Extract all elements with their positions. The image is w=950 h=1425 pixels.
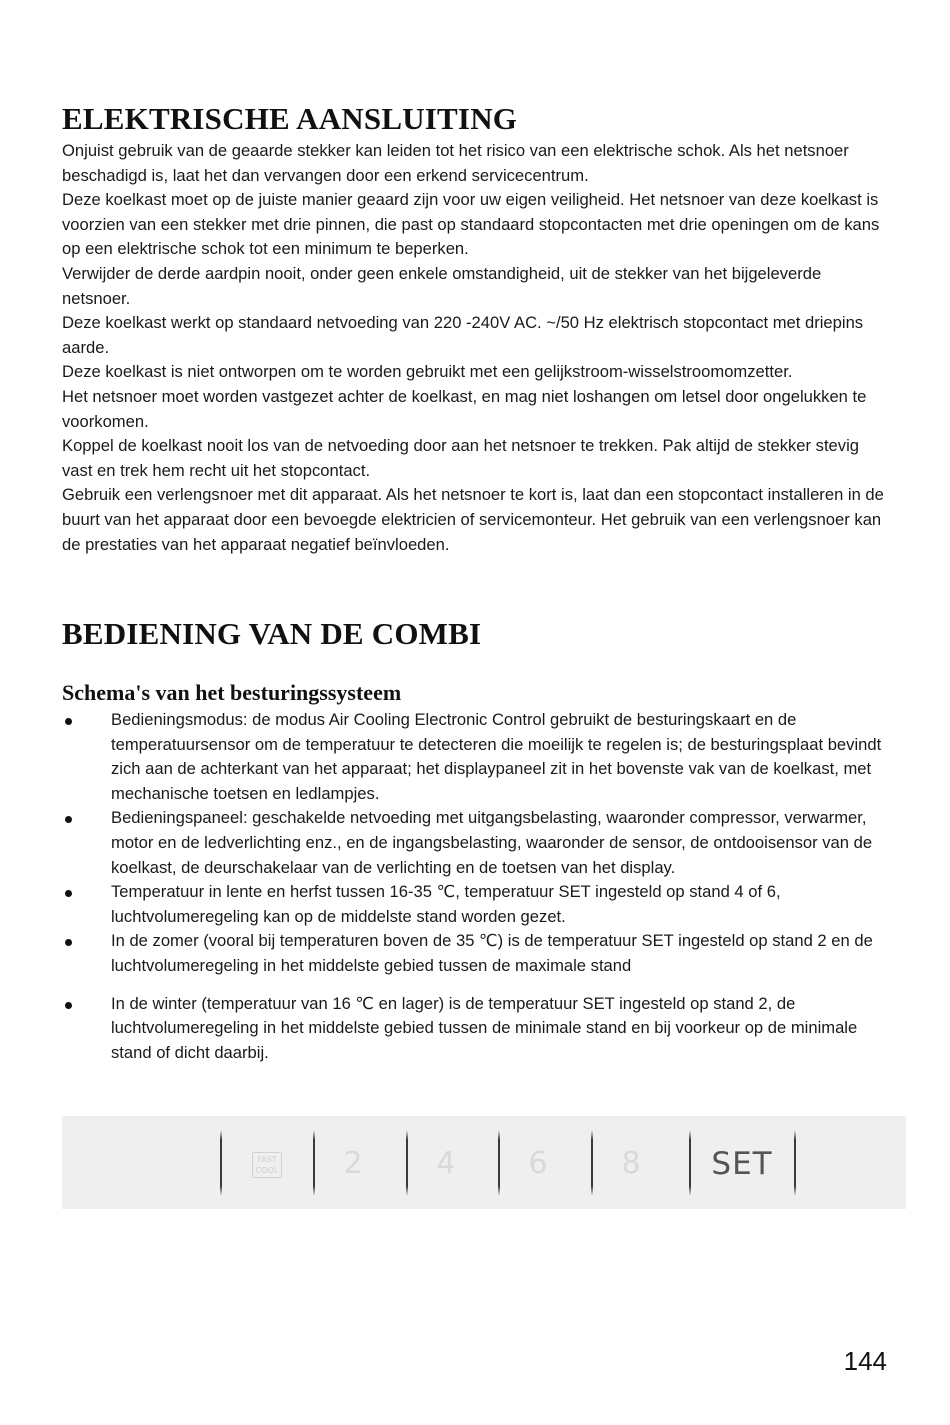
subsection-title: Schema's van het besturingssysteem [62, 680, 402, 705]
cool-label: COOL [255, 1166, 279, 1175]
panel-key-2: 2 [343, 1146, 363, 1181]
paragraph: Onjuist gebruik van de geaarde stekker kan leiden tot het risico van een elektrische schok. Als het netsnoer beschadigd is, laat het dan vervangen door een erkend servicecentrum. [62, 141, 849, 185]
list-item [62, 992, 888, 1066]
section-title-electrical: ELEKTRISCHE AANSLUITING [62, 101, 518, 136]
panel-key-8: 8 [621, 1146, 641, 1181]
section-title-operation: BEDIENING VAN DE COMBI [62, 616, 482, 651]
paragraph: Deze koelkast moet op de juiste manier geaard zijn voor uw eigen veiligheid. Het netsnoer van deze koelkast is voorzien van een stekker met drie pinnen, die past op standaard stopcontacten met drie openingen om de kans op een elektrische schok tot een minimum te beperken. [62, 190, 880, 259]
list-item-text: In de winter (temperatuur van 16 ℃ en lager) is de temperatuur SET ingesteld op stand 2, de luchtvolumeregeling in het middelste gebied tussen de minimale stand en bij voorkeur op de minimale stand of dicht daarbij. [111, 993, 858, 1062]
electrical-text [62, 139, 888, 557]
bullet-icon [65, 816, 72, 823]
panel-divider [794, 1130, 796, 1196]
list-item-text: Temperatuur in lente en herfst tussen 16-35 ℃, temperatuur SET ingesteld op stand 4 of 6, luchtvolumeregeling kan op de middelste stand worden gezet. [111, 882, 781, 926]
paragraph: Het netsnoer moet worden vastgezet achter de koelkast, en mag niet loshangen om letsel door ongelukken te voorkomen. [62, 386, 867, 431]
fast-cool-icon [252, 1152, 282, 1178]
bullet-list [62, 708, 888, 1065]
panel-key-4: 4 [436, 1146, 456, 1181]
panel-divider [313, 1130, 315, 1196]
bullet-icon [65, 939, 72, 946]
paragraph: Verwijder de derde aardpin nooit, onder geen enkele omstandigheid, uit de stekker van het bijgeleverde netsnoer. [62, 263, 822, 308]
list-item [62, 806, 888, 880]
paragraph: Deze koelkast werkt op standaard netvoeding van 220 -240V AC. ~/50 Hz elektrisch stopcontact met driepins aarde. [62, 313, 864, 357]
list-item [62, 708, 888, 806]
paragraph: Koppel de koelkast nooit los van de netvoeding door aan het netsnoer te trekken. Pak altijd de stekker stevig vast en trek hem recht uit het stopcontact. [62, 436, 860, 480]
list-item [62, 880, 888, 929]
list-item [62, 929, 888, 978]
list-item-text: Bedieningsmodus: de modus Air Cooling Electronic Control gebruikt de besturingskaart en de temperatuursensor om de temperatuur te detecteren die moeilijk te regelen is; de besturingsplaat bevindt zich aan de achterkant van het apparaat; het displaypaneel zit in het bovenste vak van de koelkast, met mechanische toetsen en ledlampjes. [111, 710, 882, 803]
panel-divider [591, 1130, 593, 1196]
panel-key-6: 6 [528, 1146, 548, 1181]
panel-divider [220, 1130, 222, 1196]
paragraph: Gebruik een verlengsnoer met dit apparaat. Als het netsnoer te kort is, laat dan een stopcontact installeren in de buurt van het apparaat door een bevoegde elektricien of servicemonteur. Het gebruik van een verlengsnoer kan de prestaties van het apparaat negatief beïnvloeden. [62, 485, 884, 554]
panel-key-set: SET [711, 1146, 773, 1182]
fast-label: FAST [257, 1155, 277, 1164]
paragraph: Deze koelkast is niet ontworpen om te worden gebruikt met een gelijkstroom-wisselstroomomzetter. [62, 362, 793, 382]
bullet-icon [65, 1002, 72, 1009]
list-item-text: In de zomer (vooral bij temperaturen boven de 35 ℃) is de temperatuur SET ingesteld op stand 2 en de luchtvolumeregeling in het middelste gebied tussen de maximale stand [111, 931, 873, 975]
panel-divider [689, 1130, 691, 1196]
bullet-icon [65, 718, 72, 725]
control-panel-image [62, 1116, 906, 1209]
page-number: 144 [843, 1346, 887, 1376]
list-item-text: Bedieningspaneel: geschakelde netvoeding met uitgangsbelasting, waaronder compressor, verwarmer, motor en de ledverlichting enz., en de ingangsbelasting, waaronder de sensor, de ontdooisensor van de koelkast, de deurschakelaar van de verlichting en de toetsen van het display. [111, 808, 873, 877]
panel-divider [498, 1130, 500, 1196]
panel-divider [406, 1130, 408, 1196]
bullet-icon [65, 890, 72, 897]
